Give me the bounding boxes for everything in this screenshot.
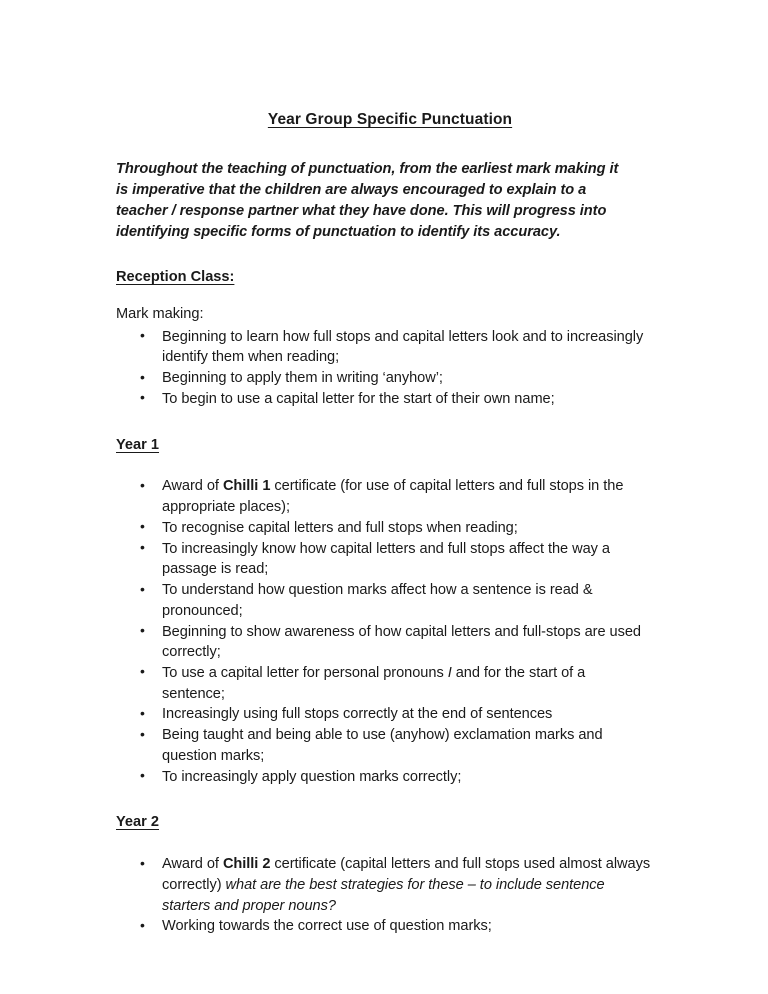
bullet-list-year-2: [116, 854, 664, 937]
bullet-list-reception-class: [116, 327, 664, 410]
section-heading-year-2: [116, 813, 664, 832]
list-item: [116, 854, 651, 916]
section-lead-reception-class: Mark making:: [116, 306, 204, 323]
list-item: • To increasingly apply question marks correctly;: [116, 767, 651, 788]
list-item: [116, 476, 651, 517]
page-title: [116, 110, 664, 129]
section-heading-year-1: [116, 436, 664, 455]
page-title-text: Year Group Specific Punctuation: [267, 111, 513, 128]
bullet-text: certificate (for use of capital letters and full stops in the appropriate places);: [162, 478, 624, 516]
bullet-text: and for the start of a sentence;: [162, 664, 586, 702]
bullet-emphasis-italic: I: [447, 664, 452, 681]
bullet-text: Award of: [162, 478, 223, 495]
list-item: • To increasingly know how capital letters and full stops affect the way a passage is read;: [116, 539, 651, 580]
list-item: • To recognise capital letters and full stops when reading;: [116, 518, 651, 539]
section-heading-text: Year 1: [116, 436, 160, 453]
bullet-list-year-1: [116, 476, 664, 787]
list-item: • Increasingly using full stops correctly at the end of sentences: [116, 704, 651, 725]
sections-container: [116, 268, 664, 937]
list-item: [116, 663, 651, 704]
list-item: • Being taught and being able to use (anyhow) exclamation marks and question marks;: [116, 725, 651, 766]
bullet-text: Award of: [162, 856, 223, 873]
bullet-text: To use a capital letter for personal pronouns: [162, 664, 448, 681]
section-heading-reception-class: [116, 268, 664, 287]
bullet-emphasis-bold: Chilli 1: [222, 478, 271, 495]
intro-paragraph: Throughout the teaching of punctuation, from the earliest mark making it is imperative that the children are always encouraged to explain to a teacher / response partner what they have done. This will progress into identifying specific forms of punctuation to identify its accuracy.: [116, 161, 619, 240]
list-item: • Beginning to apply them in writing ‘anyhow’;: [116, 368, 651, 389]
list-item: • Beginning to learn how full stops and capital letters look and to increasingly identify them when reading;: [116, 327, 651, 368]
section-heading-text: Year 2: [116, 814, 160, 831]
bullet-emphasis-bold: Chilli 2: [222, 856, 271, 873]
bullet-emphasis-italic: what are the best strategies for these – to include sentence starters and proper nouns?: [162, 876, 605, 914]
section-heading-text: Reception Class:: [116, 269, 235, 286]
list-item: • To begin to use a capital letter for the start of their own name;: [116, 389, 651, 410]
list-item: • Working towards the correct use of question marks;: [116, 916, 651, 937]
list-item: • To understand how question marks affect how a sentence is read & pronounced;: [116, 580, 651, 621]
list-item: • Beginning to show awareness of how capital letters and full-stops are used correctly;: [116, 622, 651, 663]
bullet-text: certificate (capital letters and full stops used almost always correctly): [162, 856, 651, 893]
